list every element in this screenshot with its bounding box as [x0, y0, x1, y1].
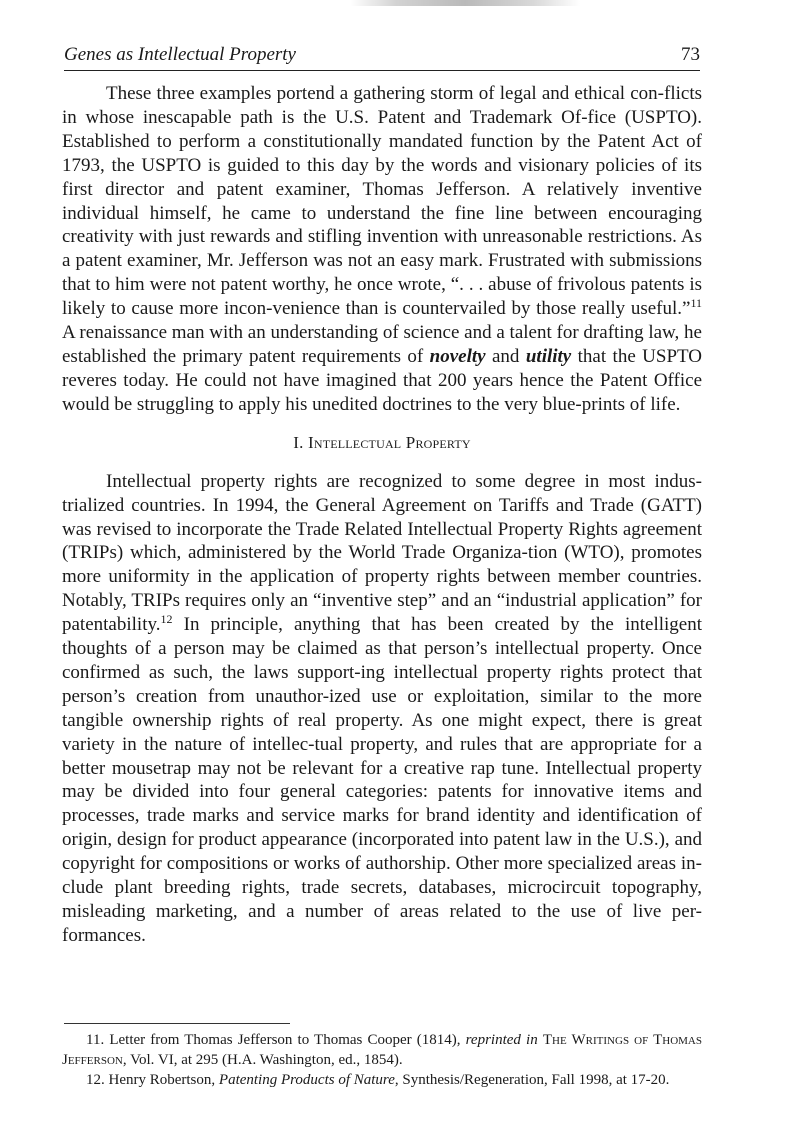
footnotes	[62, 1030, 702, 1090]
footnote-12-number: 12.	[86, 1072, 105, 1088]
running-title: Genes as Intellectual Property	[64, 44, 296, 65]
footnote-12-article-title: Patenting Products of Nature	[218, 1072, 395, 1088]
running-head	[64, 44, 700, 71]
paragraph-jefferson	[62, 82, 702, 417]
term-utility: utility	[525, 345, 572, 367]
p1-text-4: that the USPTO reveres today. He could not have imagined that 200 years hence the Patent Office would be struggling to apply his unedited doctrines to the very blue-prints of life.	[62, 345, 703, 415]
term-novelty: novelty	[429, 345, 486, 367]
footnote-11-text-3: , Vol. VI, at 295 (H.A. Washington, ed., 1854).	[122, 1052, 403, 1068]
scan-artifact	[350, 0, 580, 6]
body-text	[62, 82, 702, 948]
section-heading: I. Intellectual Property	[293, 432, 471, 452]
p1-text-1: These three examples portend a gathering storm of legal and ethical con-flicts in whose inescapable path is the U.S. Patent and Trademark Of-fice (USPTO). Established to perform a constitutionally mandated function by the Patent Act of 1793, the USPTO is guided to this day by the words and visionary policies of its first director and patent examiner, Thomas Jefferson. A relatively inventive individual himself, he came to understand the fine line between encouraging creativity with just rewards and stifling invention with unreasonable restrictions. As a patent examiner, Mr. Jefferson was not an easy mark. Frustrated with submissions that to him were not patent worthy, he once wrote, “. . . abuse of frivolous patents is likely to cause more incon-venience than is countervailed by those really useful.”	[62, 83, 702, 320]
page-number: 73	[681, 44, 700, 65]
footnote-divider	[64, 1023, 290, 1024]
footnote-ref-11[interactable]: 11	[690, 296, 702, 311]
p1-text-2: A renaissance man with an understanding of science and a talent for drafting law, he established the primary patent requirements of	[62, 322, 702, 367]
footnote-11-text-1: Letter from Thomas Jefferson to Thomas Cooper (1814),	[104, 1032, 466, 1048]
footnote-11-book-title: The Writings of Thomas Jefferson	[62, 1032, 702, 1068]
footnote-ref-12[interactable]: 12	[160, 612, 173, 627]
paragraph-intellectual-property	[62, 470, 702, 948]
p1-text-3: and	[485, 345, 526, 367]
footnote-11	[62, 1030, 702, 1070]
p2-text-2: In principle, anything that has been created by the intelligent thoughts of a person may be claimed as that person’s intellectual property. Once confirmed as such, the laws support-ing intellectual property rights protect that person’s creation from unauthor-ized use or exploitation, similar to the more tangible ownership rights of real property. As one might expect, there is great variety in the nature of intellec-tual property, and rules that are appropriate for a better mousetrap may not be relevant for a creative rap tune. Intellectual property may be divided into four general categories: patents for innovative items and processes, trade marks and service marks for brand identity and identification of origin, design for product appearance (incorporated into patent law in the U.S.), and copyright for compositions or works of authorship. Other more specialized areas in-clude plant breeding rights, trade secrets, databases, microcircuit topography, misleading marketing, and a number of areas related to the use of live per-formances.	[62, 614, 702, 946]
footnote-12	[62, 1070, 702, 1090]
footnote-11-italic: reprinted in	[465, 1032, 538, 1048]
footnote-11-number: 11.	[86, 1032, 105, 1048]
footnote-12-text-1: Henry Robertson,	[104, 1072, 219, 1088]
footnote-12-text-2: , Synthesis/Regeneration, Fall 1998, at 17-20.	[394, 1072, 670, 1088]
p2-text-1: Intellectual property rights are recognized to some degree in most indus-trialized countries. In 1994, the General Agreement on Tariffs and Trade (GATT) was revised to incorporate the Trade Related Intellectual Property Rights agreement (TRIPs) which, administered by the World Trade Organiza-tion (WTO), promotes more uniformity in the application of property rights between member countries. Notably, TRIPs requires only an “inventive step” and an “industrial application” for patentability.	[62, 470, 702, 636]
